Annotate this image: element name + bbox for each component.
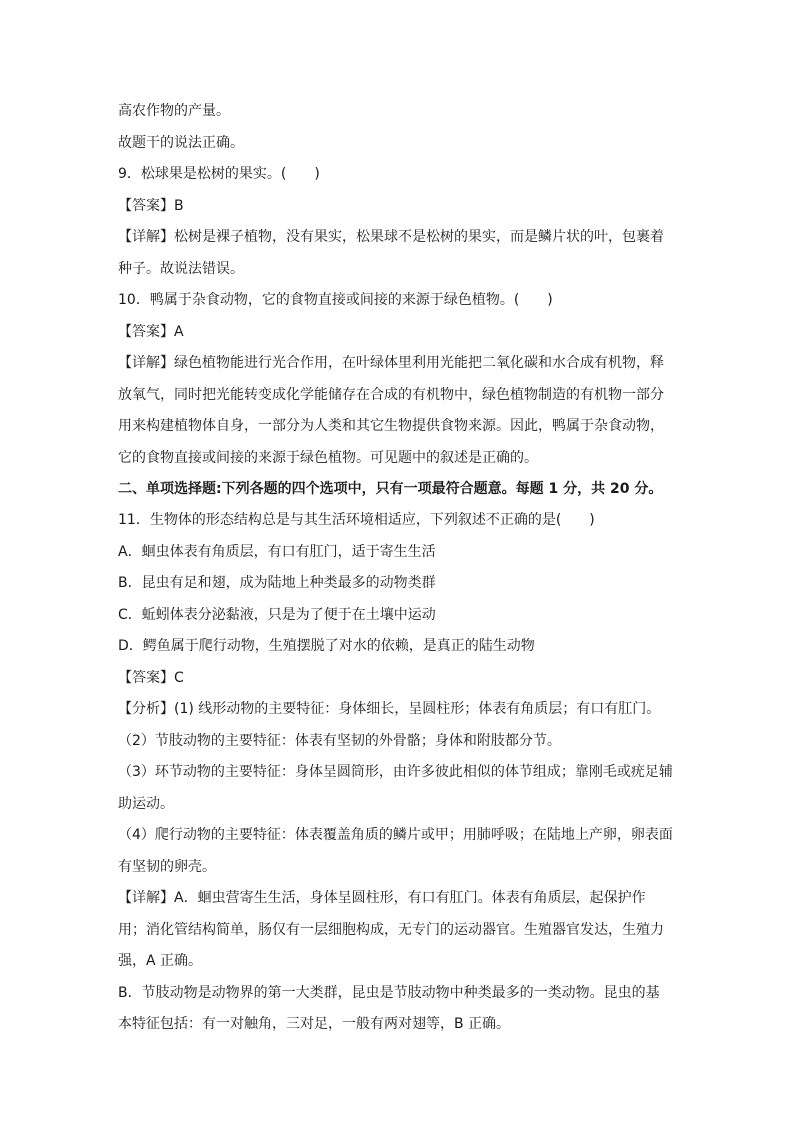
question-10: 10．鸭属于杂食动物，它的食物直接或间接的来源于绿色植物。( ) xyxy=(118,292,553,308)
answer-label: 【答案】C xyxy=(118,670,184,686)
explanation-line: 放氧气，同时把光能转变成化学能储存在合成的有机物中，绿色植物制造的有机物一部分 xyxy=(118,387,664,403)
explanation-line: 【详解】松树是裸子植物，没有果实，松果球不是松树的果实，而是鳞片状的叶，包裹着 xyxy=(118,229,664,245)
analysis-line: （2）节肢动物的主要特征：体表有坚韧的外骨骼；身体和附肢都分节。 xyxy=(118,733,561,749)
question-9: 9．松球果是松树的果实。( ) xyxy=(118,166,320,182)
explanation-line: B．节肢动物是动物界的第一大类群，昆虫是节肢动物中种类最多的一类动物。昆虫的基 xyxy=(118,985,660,1001)
explanation-line: 它的食物直接或间接的来源于绿色植物。可见题中的叙述是正确的。 xyxy=(118,450,538,466)
analysis-line: 有坚韧的卵壳。 xyxy=(118,859,216,875)
analysis-line: 【分析】(1) 线形动物的主要特征：身体细长，呈圆柱形；体表有角质层；有口有肛门。 xyxy=(118,701,661,717)
text-line: 高农作物的产量。 xyxy=(118,103,230,119)
question-11: 11．生物体的形态结构总是与其生活环境相适应，下列叙述不正确的是( ) xyxy=(118,512,595,528)
explanation-line: 【详解】A．蛔虫营寄生生活，身体呈圆柱形，有口有肛门。体表有角质层，起保护作 xyxy=(118,890,646,906)
option-d: D．鳄鱼属于爬行动物，生殖摆脱了对水的依赖，是真正的陆生动物 xyxy=(118,638,535,654)
explanation-line: 本特征包括：有一对触角，三对足，一般有两对翅等，B 正确。 xyxy=(118,1016,511,1032)
explanation-line: 用来构建植物体自身，一部分为人类和其它生物提供食物来源。因此，鸭属于杂食动物， xyxy=(118,418,664,434)
text-line: 故题干的说法正确。 xyxy=(118,135,244,151)
option-b: B．昆虫有足和翅，成为陆地上种类最多的动物类群 xyxy=(118,575,436,591)
explanation-line: 强，A 正确。 xyxy=(118,953,203,969)
analysis-line: 助运动。 xyxy=(118,796,174,812)
analysis-line: （3）环节动物的主要特征：身体呈圆筒形，由许多彼此相似的体节组成；靠刚毛或疣足辅 xyxy=(118,764,673,780)
answer-label: 【答案】B xyxy=(118,198,184,214)
option-c: C．蚯蚓体表分泌黏液，只是为了便于在土壤中运动 xyxy=(118,607,436,623)
section-heading: 二、单项选择题:下列各题的四个选项中，只有一项最符合题意。每题 1 分，共 20 分。 xyxy=(118,481,663,497)
explanation-line: 种子。故说法错误。 xyxy=(118,261,244,277)
option-a: A．蛔虫体表有角质层，有口有肛门，适于寄生生活 xyxy=(118,544,436,560)
explanation-line: 用；消化管结构简单，肠仅有一层细胞构成，无专门的运动器官。生殖器官发达，生殖力 xyxy=(118,922,664,938)
answer-label: 【答案】A xyxy=(118,324,184,340)
analysis-line: （4）爬行动物的主要特征：体表覆盖角质的鳞片或甲；用肺呼吸；在陆地上产卵，卵表面 xyxy=(118,827,673,843)
explanation-line: 【详解】绿色植物能进行光合作用，在叶绿体里利用光能把二氧化碳和水合成有机物，释 xyxy=(118,355,664,371)
